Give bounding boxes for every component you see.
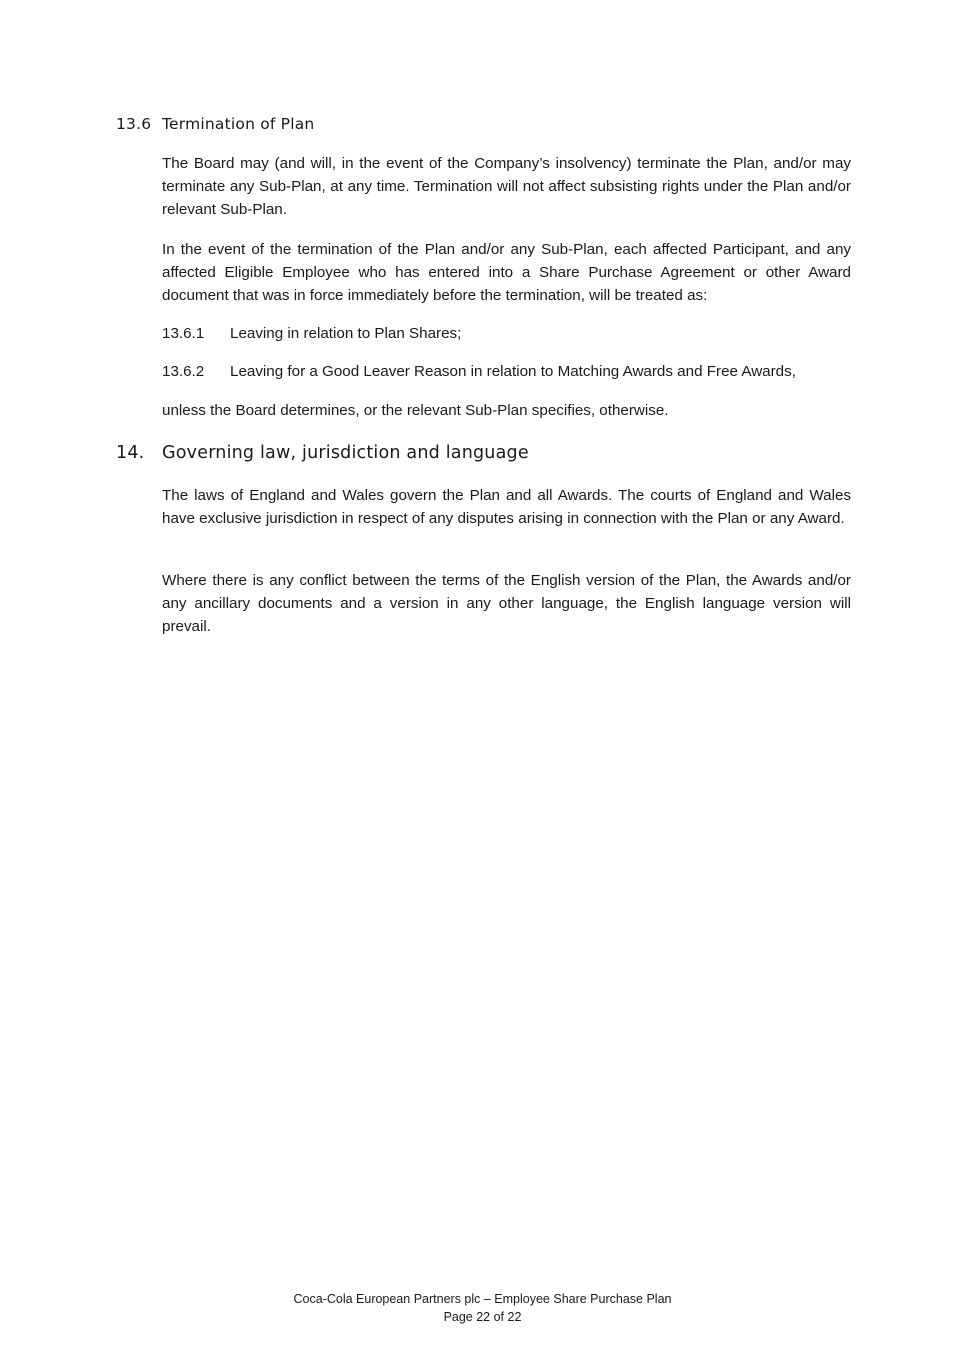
section-14-heading <box>116 443 529 463</box>
section-13-6-heading <box>116 115 314 133</box>
list-item-text: Leaving in relation to Plan Shares; <box>230 325 462 342</box>
footer-title: Coca-Cola European Partners plc – Employee Share Purchase Plan <box>293 1292 672 1306</box>
section-13-6-closing: unless the Board determines, or the relevant Sub-Plan specifies, otherwise. <box>162 402 669 419</box>
page-footer <box>0 1290 965 1326</box>
section-13-6-paragraph-2: In the event of the termination of the Plan and/or any Sub-Plan, each affected Participant, and any affected Eligible Employee who has entered into a Share Purchase Agreement or other Award document that was in force immediately before the termination, will be treated as: <box>162 241 851 304</box>
list-item <box>162 322 461 345</box>
section-14-title: Governing law, jurisdiction and language <box>162 443 529 463</box>
footer-page-number: Page 22 of 22 <box>443 1310 522 1324</box>
list-item-number: 13.6.2 <box>162 363 205 380</box>
list-item <box>162 360 796 383</box>
list-item-text: Leaving for a Good Leaver Reason in relation to Matching Awards and Free Awards, <box>230 363 796 380</box>
list-item-number: 13.6.1 <box>162 325 205 342</box>
section-14-paragraph-1: The laws of England and Wales govern the Plan and all Awards. The courts of England and Wales have exclusive jurisdiction in respect of any disputes arising in connection with the Plan or any Award. <box>162 487 851 527</box>
section-13-6-number: 13.6 <box>116 115 152 133</box>
section-13-6-paragraph-1: The Board may (and will, in the event of the Company’s insolvency) terminate the Plan, and/or may terminate any Sub-Plan, at any time. Termination will not affect subsisting rights under the Plan and/or relevant Sub-Plan. <box>162 155 851 218</box>
section-14-number: 14. <box>116 443 145 463</box>
section-13-6-title: Termination of Plan <box>162 115 315 133</box>
section-14-paragraph-2: Where there is any conflict between the terms of the English version of the Plan, the Awards and/or any ancillary documents and a version in any other language, the English language version will prevail. <box>162 572 851 635</box>
